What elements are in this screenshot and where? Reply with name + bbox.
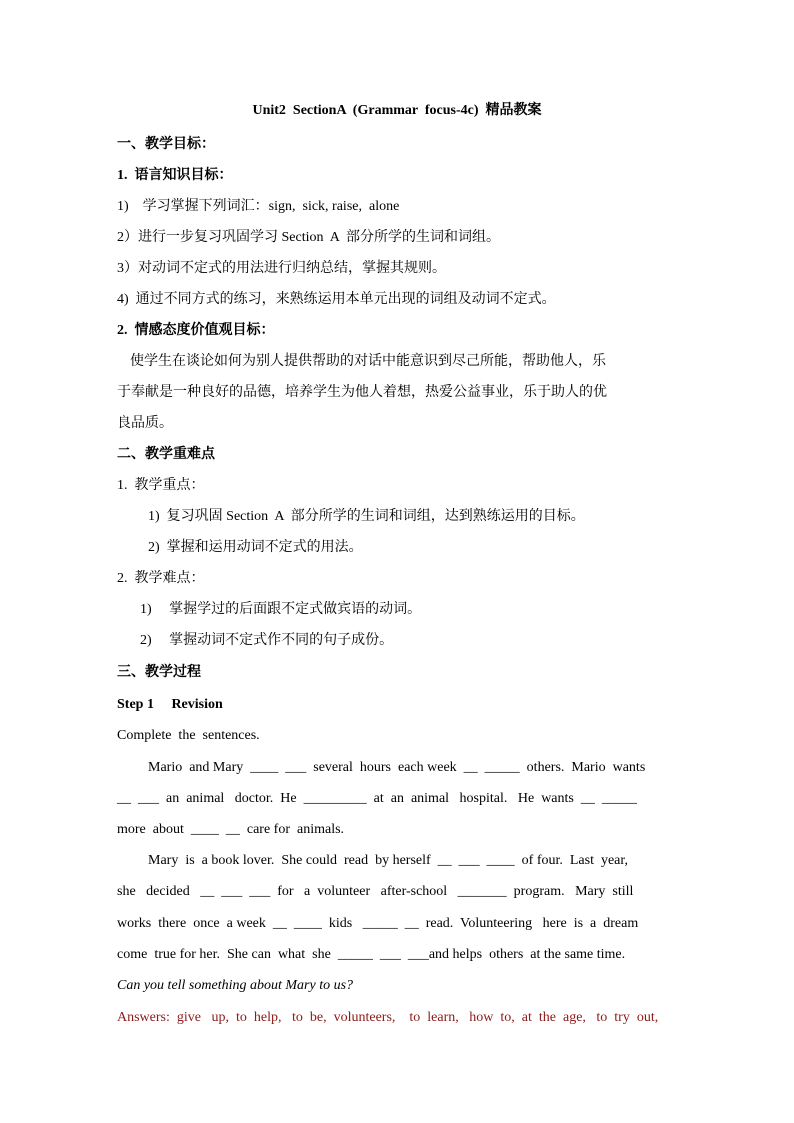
exercise-instruction: Complete the sentences.: [117, 728, 260, 743]
key-point-1: 1) 复习巩固 Section A 部分所学的生词和词组，达到熟练运用的目标。: [148, 509, 585, 524]
difficulties-label: 2. 教学难点：: [117, 571, 205, 586]
document-title: Unit2 SectionA (Grammar focus-4c) 精品教案: [252, 103, 542, 118]
section-heading-process: 三、教学过程: [117, 665, 201, 680]
goal-item-1: 1) 学习掌握下列词汇：sign, sick, raise, alone: [117, 199, 400, 214]
exercise-line-3: more about ____ __ care for animals.: [117, 822, 345, 837]
exercise-line-2: __ ___ an animal doctor. He _________ at an animal hospital. He wants __ _____: [117, 791, 637, 806]
key-points-label: 1. 教学重点：: [117, 478, 205, 493]
paragraph-line-3: 良品质。: [117, 416, 173, 431]
exercise-line-7: come true for her. She can what she _____ ___ ___and helps others at the same time.: [117, 947, 626, 962]
section-heading-key-points: 二、教学重难点: [117, 447, 215, 462]
exercise-line-5: she decided __ ___ ___ for a volunteer after-school _______ program. Mary still: [117, 884, 634, 899]
goal-item-4: 4) 通过不同方式的练习，来熟练运用本单元出现的词组及动词不定式。: [117, 292, 556, 307]
question-line: Can you tell something about Mary to us?: [117, 978, 354, 993]
goal-item-2: 2）进行一步复习巩固学习 Section A 部分所学的生词和词组。: [117, 230, 501, 245]
exercise-line-1: Mario and Mary ____ ___ several hours each week __ _____ others. Mario wants: [148, 760, 646, 775]
paragraph-line-2: 于奉献是一种良好的品德，培养学生为他人着想，热爱公益事业，乐于助人的优: [117, 385, 607, 400]
key-point-2: 2) 掌握和运用动词不定式的用法。: [148, 540, 363, 555]
subheading-language-goals: 1. 语言知识目标：: [117, 168, 233, 183]
goal-item-3: 3）对动词不定式的用法进行归纳总结，掌握其规则。: [117, 261, 446, 276]
exercise-line-4: Mary is a book lover. She could read by herself __ ___ ____ of four. Last year,: [148, 853, 628, 868]
exercise-line-6: works there once a week __ ____ kids _____ __ read. Volunteering here is a dream: [117, 916, 639, 931]
step-1-heading: Step 1 Revision: [117, 697, 223, 712]
difficulty-2: 2) 掌握动词不定式作不同的句子成份。: [140, 633, 394, 648]
section-heading-goals: 一、教学目标：: [117, 137, 215, 152]
paragraph-line-1: 使学生在谈论如何为别人提供帮助的对话中能意识到尽己所能，帮助他人，乐: [130, 354, 606, 369]
subheading-attitude-goals: 2. 情感态度价值观目标：: [117, 323, 275, 338]
answers-line: Answers: give up, to help, to be, volunteers, to learn, how to, at the age, to try out,: [117, 1010, 659, 1025]
difficulty-1: 1) 掌握学过的后面跟不定式做宾语的动词。: [140, 602, 422, 617]
